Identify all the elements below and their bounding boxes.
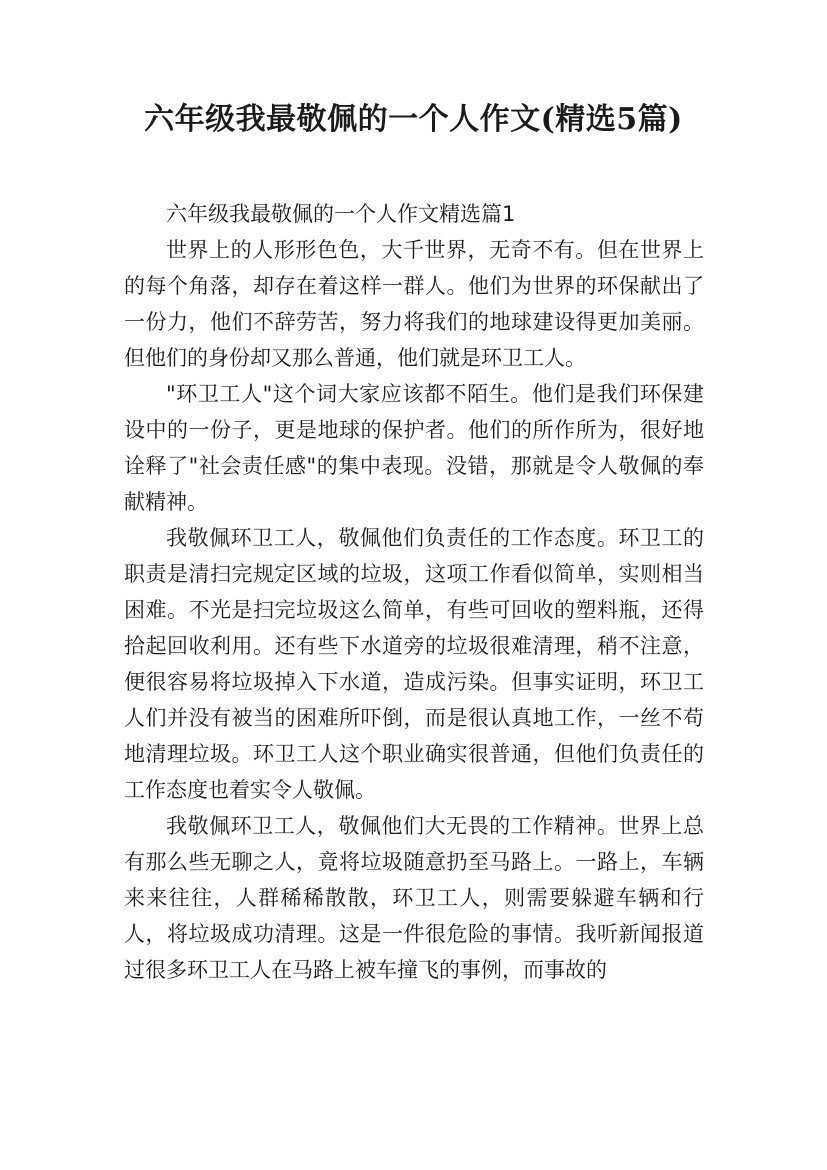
document-title: 六年级我最敬佩的一个人作文(精选5篇) [144,102,683,137]
essay-subheading: 六年级我最敬佩的一个人作文精选篇1 [166,202,516,226]
paragraph-1: 世界上的人形形色色，大千世界，无奇不有。但在世界上的每个角落，却存在着这样一群人。他们为世界的环保献出了一份力，他们不辞劳苦，努力将我们的地球建设得更加美丽。但他们的身份却又那么普通，他们就是环卫工人。 [124,238,704,370]
paragraph-2: "环卫工人"这个词大家应该都不陌生。他们是我们环保建设中的一份子，更是地球的保护者。他们的所作所为，很好地诠释了"社会责任感"的集中表现。没错，那就是令人敬佩的奉献精神。 [124,382,704,514]
document-body [124,196,704,988]
paragraph-3: 我敬佩环卫工人，敬佩他们负责任的工作态度。环卫工的职责是清扫完规定区域的垃圾，这项工作看似简单，实则相当困难。不光是扫完垃圾这么简单，有些可回收的塑料瓶，还得拾起回收利用。还有些下水道旁的垃圾很难清理，稍不注意，便很容易将垃圾掉入下水道，造成污染。但事实证明，环卫工人们并没有被当的困难所吓倒，而是很认真地工作，一丝不苟地清理垃圾。环卫工人这个职业确实很普通，但他们负责任的工作态度也着实令人敬佩。 [124,526,704,802]
paragraph-4: 我敬佩环卫工人，敬佩他们大无畏的工作精神。世界上总有那么些无聊之人，竟将垃圾随意扔至马路上。一路上，车辆来来往往，人群稀稀散散，环卫工人，则需要躲避车辆和行人，将垃圾成功清理。这是一件很危险的事情。我听新闻报道过很多环卫工人在马路上被车撞飞的事例，而事故的 [124,814,704,982]
